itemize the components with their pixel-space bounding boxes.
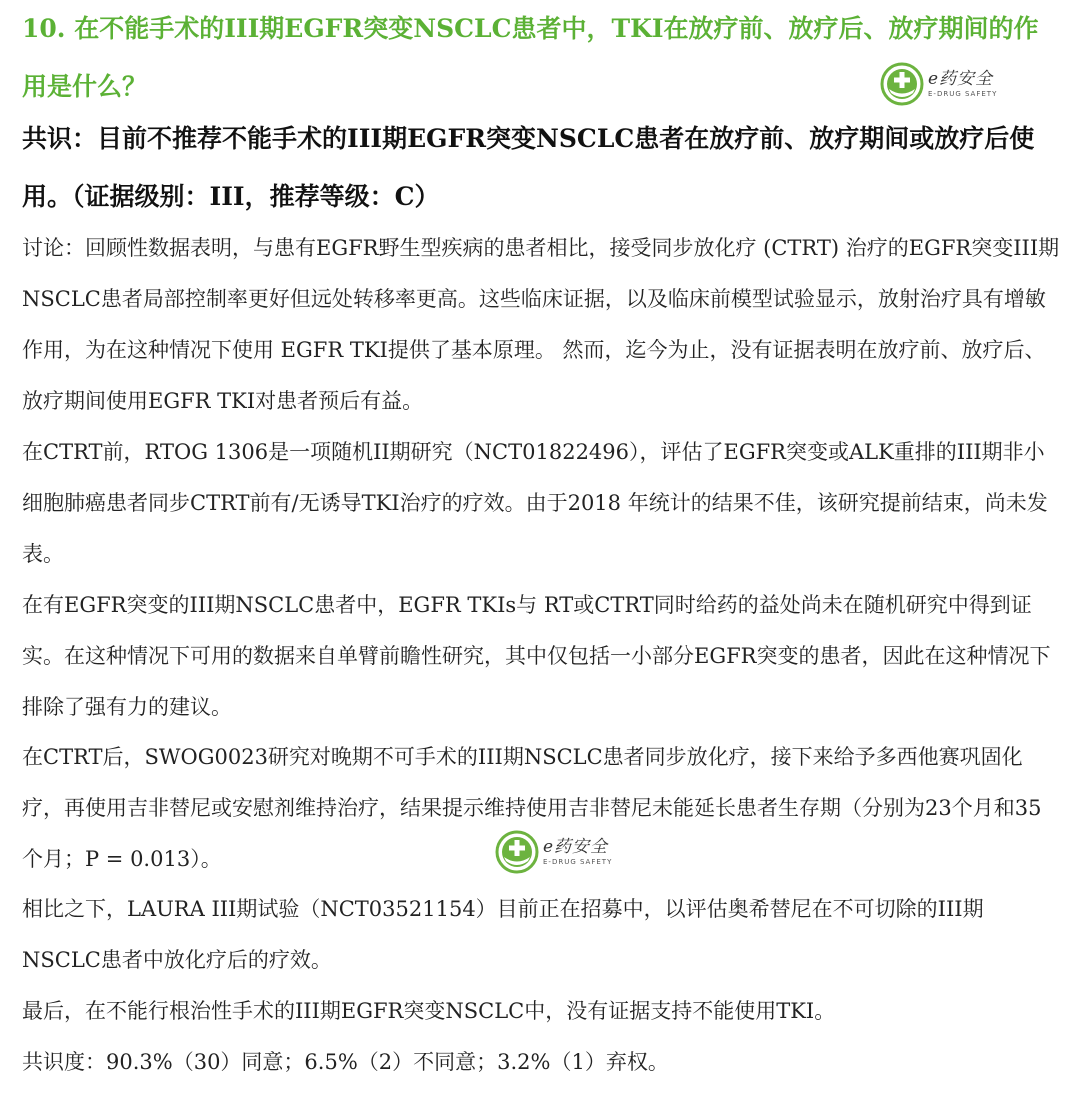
consensus-statement: 共识：目前不推荐不能手术的III期EGFR突变NSCLC患者在放疗前、放疗期间或放疗后使用。（证据级别：III，推荐等级：C） <box>22 124 1035 211</box>
paragraph-conclusion: 最后，在不能行根治性手术的III期EGFR突变NSCLC中，没有证据支持不能使用TKI。 <box>22 999 836 1023</box>
watermark-logo <box>880 62 997 106</box>
paragraph-discussion: 讨论：回顾性数据表明，与患有EGFR野生型疾病的患者相比，接受同步放化疗 (CTRT) 治疗的EGFR突变III期NSCLC患者局部控制率更好但远处转移率更高。这些临床证据，以及临床前模型试验显示，放射治疗具有增敏作用，为在这种情况下使用 EGFR TKI提供了基本原理。 然而，迄今为止，没有证据表明在放疗前、放疗后、放疗期间使用EGFR TKI对患者预后有益。 <box>22 236 1060 413</box>
cross-heart-hands-icon <box>495 830 539 874</box>
watermark-title: e药安全 <box>543 837 609 857</box>
paragraph-after-ctrt: 在CTRT后，SWOG0023研究对晚期不可手术的III期NSCLC患者同步放化疗，接下来给予多西他赛巩固化疗，再使用吉非替尼或安慰剂维持治疗，结果提示维持使用吉非替尼未能延长患者生存期（分别为23个月和35个月；P = 0.013）。 <box>22 745 1042 871</box>
paragraph-laura: 相比之下，LAURA III期试验（NCT03521154）目前正在招募中，以评估奥希替尼在不可切除的III期NSCLC患者中放化疗后的疗效。 <box>22 897 984 972</box>
watermark-subtitle: E-DRUG SAFETY <box>928 90 998 98</box>
paragraph-agreement: 共识度：90.3%（30）同意；6.5%（2）不同意；3.2%（1）弃权。 <box>22 1050 669 1074</box>
watermark-title: e药安全 <box>928 69 994 89</box>
paragraph-before-ctrt: 在CTRT前，RTOG 1306是一项随机II期研究（NCT01822496），评估了EGFR突变或ALK重排的III期非小细胞肺癌患者同步CTRT前有/无诱导TKI治疗的疗效。由于2018 年统计的结果不佳，该研究提前结束，尚未发表。 <box>22 440 1048 566</box>
watermark-logo <box>495 830 612 874</box>
watermark-subtitle: E-DRUG SAFETY <box>543 858 613 866</box>
paragraph-concurrent: 在有EGFR突变的III期NSCLC患者中，EGFR TKIs与 RT或CTRT同时给药的益处尚未在随机研究中得到证实。在这种情况下可用的数据来自单臂前瞻性研究，其中仅包括一小部分EGFR突变的患者，因此在这种情况下排除了强有力的建议。 <box>22 593 1051 719</box>
question-heading: 10. 在不能手术的III期EGFR突变NSCLC患者中，TKI在放疗前、放疗后、放疗期间的作用是什么？ <box>22 14 1039 101</box>
cross-heart-hands-icon <box>880 62 924 106</box>
